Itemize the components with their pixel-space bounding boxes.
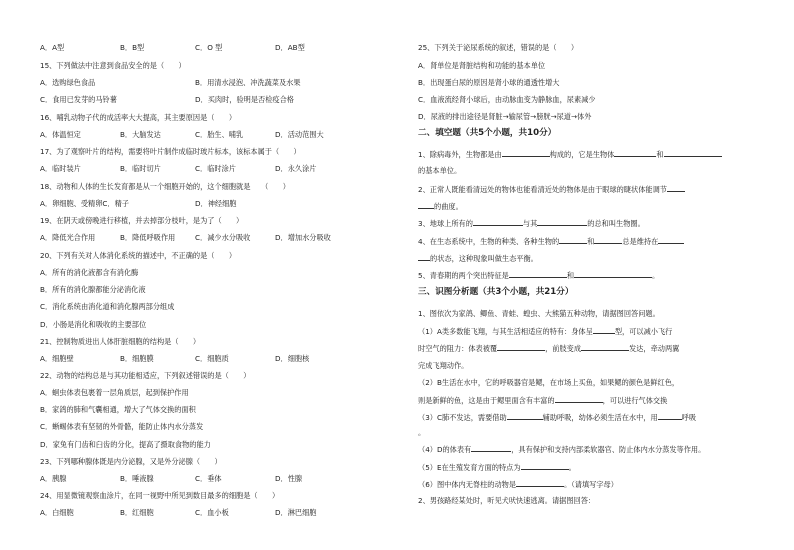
analysis-q1-4-blank-1[interactable] xyxy=(471,444,511,452)
q24-option-b: B．红细胞 xyxy=(120,508,154,517)
analysis-q1-3b: 。 xyxy=(418,428,426,437)
fill-q4-text-1: 4、在生态系统中，生物的种类、各种生物的 xyxy=(418,237,560,246)
analysis-q1-1 xyxy=(418,326,672,336)
q19-option-a: A．降低光合作用 xyxy=(40,233,96,242)
q24-option-c: C．血小板 xyxy=(195,508,229,517)
fill-q4-blank-3[interactable] xyxy=(658,236,684,244)
fill-q1-text-3: 和 xyxy=(656,150,664,159)
fill-q3-blank-1[interactable] xyxy=(473,218,523,226)
q15-option-b: B．用清水浸泡、冲洗蔬菜及水果 xyxy=(195,78,301,87)
fill-q3-blank-2[interactable] xyxy=(537,218,587,226)
fill-q1-blank-2[interactable] xyxy=(614,149,656,157)
q18-option-abc: A．卵细胞、受精卵C．精子 xyxy=(40,199,129,208)
fill-q5-text-1: 5、青春期的两个突出特征是 xyxy=(418,271,509,280)
analysis-q1-2b-text-2: ，可以进行气体交换 xyxy=(602,396,668,405)
analysis-q1-1b-text-3: 发达，牵动两翼 xyxy=(629,344,680,353)
analysis-q1-4-text-1: （4）D的体表有 xyxy=(418,445,472,454)
q14-option-b: B．B型 xyxy=(120,43,145,52)
q19-option-c: C．减少水分吸收 xyxy=(195,233,251,242)
q16-option-a: A．体温恒定 xyxy=(40,130,81,139)
analysis-q1-3-text-2: 辅助呼吸，幼体必须生活在水中，用 xyxy=(542,413,658,422)
q23-option-b: B．唾液腺 xyxy=(120,474,154,483)
q25-option-c: C．血液流经肾小球后，由动脉血变为静脉血，尿素减少 xyxy=(418,95,596,104)
fill-q4-blank-4[interactable] xyxy=(418,253,430,261)
q17-option-d: D．永久涂片 xyxy=(275,164,317,173)
analysis-q1-2b-text-1: 则是新鲜的鱼，这是由于鳃里面含有丰富的 xyxy=(418,396,555,405)
fill-q1-cont: 的基本单位。 xyxy=(418,166,462,175)
q22-option-a: A．蛔虫体表包裹着一层角质层，起到保护作用 xyxy=(40,388,189,397)
q16-option-b: B．大脑发达 xyxy=(120,130,161,139)
q16-stem: 16、哺乳动物子代的成活率大大提高，其主要原因是（ ） xyxy=(40,113,237,122)
analysis-q1-5-text-1: （5）E在生殖发育方面的特点为 xyxy=(418,463,521,472)
q15-option-a: A．选购绿色食品 xyxy=(40,78,96,87)
q20-option-d: D．小肠是消化和吸收的主要部位 xyxy=(40,320,147,329)
q21-option-b: B．细胞膜 xyxy=(120,354,154,363)
q20-option-a: A．所有的消化液都含有消化酶 xyxy=(40,268,139,277)
q15-option-c: C．食用已发芽的马铃薯 xyxy=(40,95,117,104)
q17-option-c: C．临时涂片 xyxy=(195,164,236,173)
q21-option-a: A．细胞壁 xyxy=(40,354,74,363)
q18-stem: 18、动物和人体的生长发育都是从一个细胞开始的，这个细胞就是 （ ） xyxy=(40,182,290,191)
fill-q4-text-3: 总是维持在 xyxy=(622,237,659,246)
analysis-q1-1b-text-2: ，前肢变成 xyxy=(545,344,582,353)
analysis-q1-1b-text-1: 时空气的阻力：体表被覆 xyxy=(418,344,498,353)
q16-option-c: C．胎生、哺乳 xyxy=(195,130,244,139)
analysis-q1-6-text-2: 。（请填写字母） xyxy=(564,480,618,489)
q24-stem: 24、用显微镜观察血涂片，在同一视野中所见到数目最多的细胞是（ ） xyxy=(40,491,280,500)
fill-q4 xyxy=(418,236,684,246)
fill-q1-blank-3[interactable] xyxy=(664,149,722,157)
q25-option-d: D．尿液的排出途径是肾脏→输尿管→膀胱→尿道→体外 xyxy=(418,112,592,121)
fill-q4-blank-2[interactable] xyxy=(594,236,622,244)
q24-option-d: D．淋巴细胞 xyxy=(275,508,317,517)
q22-option-d: D．家兔有门齿和臼齿的分化，提高了摄取食物的能力 xyxy=(40,440,211,449)
fill-q3-text-1: 3、地球上所有的 xyxy=(418,219,473,228)
q18-option-d: D．神经细胞 xyxy=(195,199,237,208)
q20-option-b: B．所有的消化腺都能分泌消化液 xyxy=(40,285,146,294)
analysis-q1-3-blank-2[interactable] xyxy=(658,412,682,420)
fill-q2-blank-2[interactable] xyxy=(418,201,434,209)
q15-option-d: D．买肉时，验明是否检疫合格 xyxy=(195,95,294,104)
q19-option-d: D．增加水分吸收 xyxy=(275,233,331,242)
fill-q5 xyxy=(418,270,659,280)
analysis-q1-3-blank-1[interactable] xyxy=(507,412,543,420)
fill-q2-text-1: 2、正常人既能看清远处的物体也能看清近处的物体是由于眼球的睫状体能调节 xyxy=(418,185,667,194)
analysis-q1-4-text-2: ，具有保护和支持内部柔软器官、防止体内水分蒸发等作用。 xyxy=(511,445,706,454)
analysis-q1-1-text-2: 型，可以减小飞行 xyxy=(614,327,673,336)
q21-option-d: D．细胞核 xyxy=(275,354,310,363)
analysis-q1-6-blank-1[interactable] xyxy=(516,479,564,487)
q15-stem: 15、下列做法中注意到食品安全的是（ ） xyxy=(40,61,186,70)
q17-stem: 17、为了观察叶片的结构，需要将叶片制作成临时玻片标本，该标本属于（ ） xyxy=(40,147,301,156)
q14-option-a: A．A型 xyxy=(40,43,65,52)
analysis-q1-5 xyxy=(418,462,576,472)
section-analysis-title: 三、识图分析题（共3个小题，共21分） xyxy=(418,287,574,297)
fill-q5-blank-2[interactable] xyxy=(574,270,652,278)
q17-option-b: B．临时切片 xyxy=(120,164,161,173)
q22-option-c: C．蜥蜴体表有坚韧的外骨骼，能防止体内水分蒸发 xyxy=(40,422,204,431)
q21-option-c: C．细胞质 xyxy=(195,354,229,363)
fill-q2 xyxy=(418,184,685,194)
fill-q1-text-1: 1、除病毒外，生物都是由 xyxy=(418,150,502,159)
analysis-q1-3 xyxy=(418,412,696,422)
analysis-q1-5-text-2: 。 xyxy=(568,463,576,472)
q25-stem: 25、下列关于泌尿系统的叙述，错误的是（ ） xyxy=(418,43,579,52)
analysis-q1-1b-blank-2[interactable] xyxy=(581,343,629,351)
fill-q5-blank-1[interactable] xyxy=(509,270,567,278)
fill-q4-text-4: 的状态，这种现象叫做生态平衡。 xyxy=(430,254,538,263)
section-fill-title: 二、填空题（共5个小题，共10分） xyxy=(418,128,557,138)
q20-stem: 20、下列有关对人体消化系统的描述中，不正确的是（ ） xyxy=(40,251,237,260)
q24-option-a: A．白细胞 xyxy=(40,508,74,517)
analysis-q1-1-blank-1[interactable] xyxy=(593,326,615,334)
q23-option-c: C．垂体 xyxy=(195,474,222,483)
analysis-q1-1b-blank-1[interactable] xyxy=(497,343,545,351)
analysis-q1-1b xyxy=(418,343,679,353)
q25-option-a: A．肾单位是肾脏结构和功能的基本单位 xyxy=(418,61,546,70)
analysis-q1-stem: 1、图依次为家鸽、鲫鱼、青蛙、蝗虫、大熊猫五种动物，请据图回答问题。 xyxy=(418,309,660,318)
q22-stem: 22、动物的结构总是与其功能相适应，下列叙述错误的是（ ） xyxy=(40,371,251,380)
analysis-q2-stem: 2、男孩路经某处时，听见犬吠快速逃离。请据图回答： xyxy=(418,496,596,505)
fill-q2-text-2: 的曲度。 xyxy=(434,202,463,211)
fill-q3-text-3: 的总和叫生物圈。 xyxy=(587,219,645,228)
q23-option-d: D．性腺 xyxy=(275,474,303,483)
fill-q5-text-2: 和 xyxy=(566,271,575,280)
analysis-q1-5-blank-1[interactable] xyxy=(521,462,569,470)
fill-q2-cont xyxy=(418,201,463,211)
analysis-q1-6 xyxy=(418,479,618,489)
analysis-q1-1-text-1: （1）A类多数能飞翔，与其生活相适应的特有：身体呈 xyxy=(418,327,593,336)
fill-q4-blank-1[interactable] xyxy=(559,236,587,244)
analysis-q1-4 xyxy=(418,444,705,454)
q16-option-d: D．活动范围大 xyxy=(275,130,324,139)
q14-option-d: D．AB型 xyxy=(275,43,305,52)
q14-option-c: C．O 型 xyxy=(195,43,223,52)
analysis-q1-2b xyxy=(418,395,667,405)
q17-option-a: A．临时装片 xyxy=(40,164,81,173)
fill-q5-text-3: 。 xyxy=(652,271,660,280)
q23-stem: 23、下列哪种腺体既是内分泌腺，又是外分泌腺（ ） xyxy=(40,457,222,466)
fill-q3-text-2: 与其 xyxy=(522,219,538,228)
analysis-q1-2: （2）B生活在水中，它的呼吸器官是鳃，在市场上买鱼，如果鳃的颜色是鲜红色， xyxy=(418,378,680,387)
fill-q3 xyxy=(418,218,645,228)
analysis-q1-6-text-1: （6）图中体内无脊柱的动物是 xyxy=(418,480,517,489)
fill-q1-text-2: 构成的，它是生物体 xyxy=(549,150,615,159)
fill-q1 xyxy=(418,149,722,159)
fill-q2-blank-1[interactable] xyxy=(667,184,685,192)
q20-option-c: C．消化系统由消化道和消化腺两部分组成 xyxy=(40,302,175,311)
fill-q4-text-2: 和 xyxy=(587,237,595,246)
q22-option-b: B．家鸽的肺和气囊相通，增大了气体交换的面积 xyxy=(40,405,196,414)
analysis-q1-1c: 完成飞翔动作。 xyxy=(418,361,469,370)
q25-option-b: B．出现蛋白尿的原因是肾小球的通透性增大 xyxy=(418,78,560,87)
q19-stem: 19、在阴天或傍晚进行移植，并去掉部分枝叶，是为了（ ） xyxy=(40,216,244,225)
q21-stem: 21、控制物质进出人体肝脏细胞的结构是（ ） xyxy=(40,337,201,346)
fill-q1-blank-1[interactable] xyxy=(502,149,550,157)
analysis-q1-3-text-1: （3）C肺不发达，需要借助 xyxy=(418,413,507,422)
fill-q4-cont xyxy=(418,253,538,263)
analysis-q1-3-text-3: 呼吸 xyxy=(681,413,697,422)
q23-option-a: A．胰腺 xyxy=(40,474,67,483)
q19-option-b: B．降低呼吸作用 xyxy=(120,233,176,242)
analysis-q1-2b-blank-1[interactable] xyxy=(555,395,603,403)
